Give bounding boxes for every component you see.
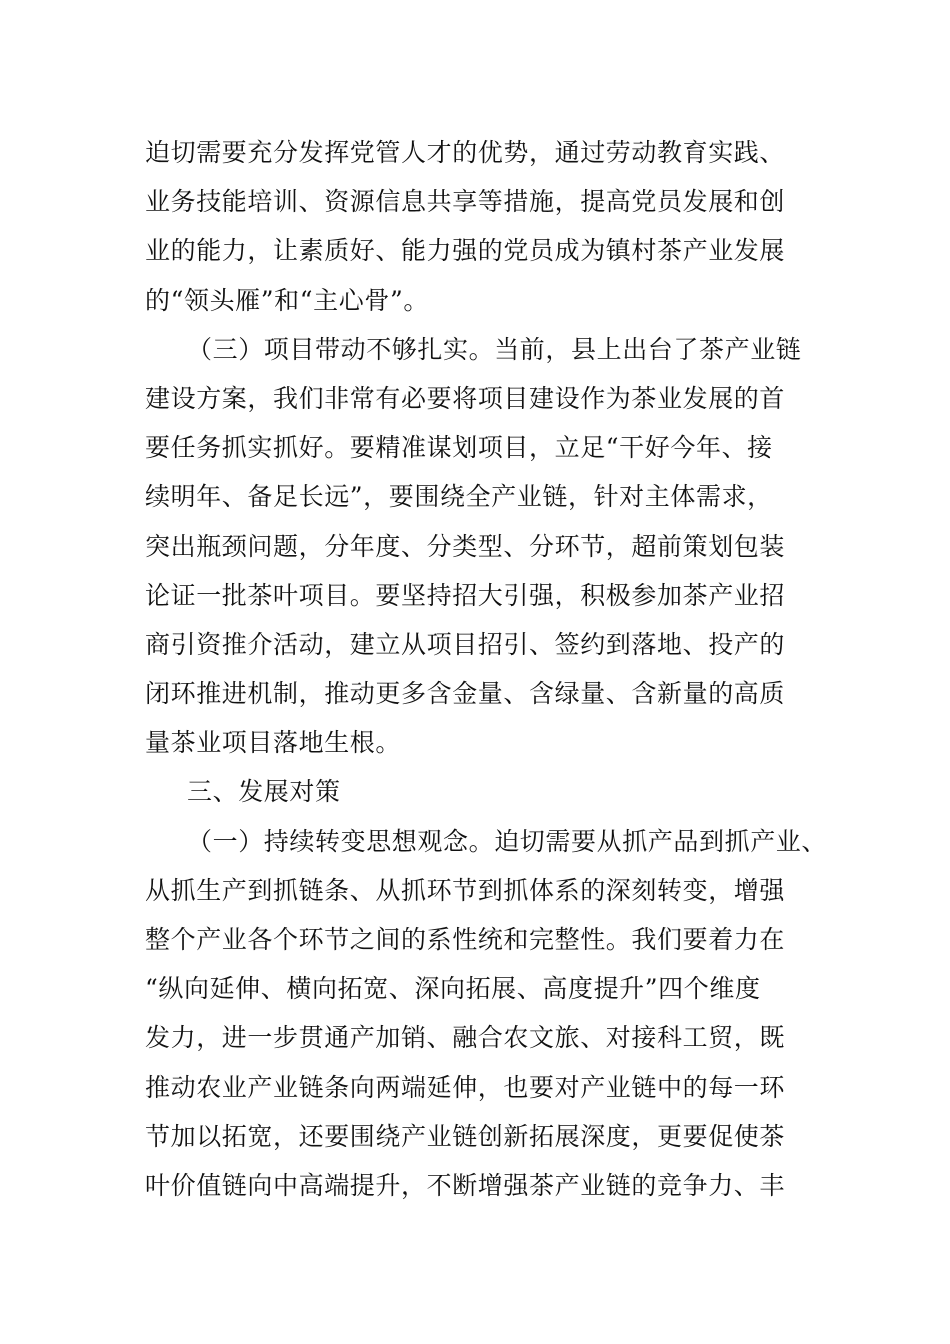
text-line-2: 业务技能培训、资源信息共享等措施，提高党员发展和创	[145, 187, 786, 217]
document-body	[145, 128, 828, 1210]
text-line-11: 商引资推介活动，建立从项目招引、签约到落地、投产的	[145, 629, 786, 659]
text-line-18: “纵向延伸、横向拓宽、深向拓展、高度提升”四个维度	[145, 974, 761, 1004]
text-line-17: 整个产业各个环节之间的系性统和完整性。我们要着力在	[145, 925, 786, 954]
text-line-12: 闭环推进机制，推动更多含金量、含绿量、含新量的高质	[145, 679, 786, 709]
text-line-1: 迫切需要充分发挥党管人才的优势，通过劳动教育实践、	[145, 138, 786, 167]
text-line-21: 节加以拓宽，还要围绕产业链创新拓展深度，更要促使茶	[145, 1121, 786, 1151]
text-line-19: 发力，进一步贯通产加销、融合农文旅、对接科工贸，既	[145, 1023, 786, 1053]
text-line-22: 叶价值链向中高端提升，不断增强茶产业链的竞争力、丰	[145, 1170, 786, 1200]
text-line-7: 要任务抓实抓好。要精准谋划项目，立足“干好今年、接	[145, 433, 773, 463]
text-line-9: 突出瓶颈问题，分年度、分类型、分环节，超前策划包装	[145, 531, 786, 561]
text-line-6: 建设方案，我们非常有必要将项目建设作为茶业发展的首	[145, 383, 786, 413]
section-heading: 三、发展对策	[187, 777, 341, 807]
text-line-4: 的“领头雁”和“主心骨”。	[145, 285, 429, 315]
text-line-15: （一）持续转变思想观念。迫切需要从抓产品到抓产业、	[187, 826, 828, 856]
text-line-13: 量茶业项目落地生根。	[145, 728, 402, 758]
text-line-5: （三）项目带动不够扎实。当前，县上出台了茶产业链	[187, 334, 802, 364]
text-line-3: 业的能力，让素质好、能力强的党员成为镇村茶产业发展	[145, 236, 786, 266]
text-line-8: 续明年、备足长远”，要围绕全产业链，针对主体需求，	[145, 482, 773, 512]
text-line-10: 论证一批茶叶项目。要坚持招大引强，积极参加茶产业招	[145, 580, 786, 610]
text-line-20: 推动农业产业链条向两端延伸，也要对产业链中的每一环	[145, 1072, 786, 1102]
text-line-16: 从抓生产到抓链条、从抓环节到抓体系的深刻转变，增强	[145, 875, 786, 905]
